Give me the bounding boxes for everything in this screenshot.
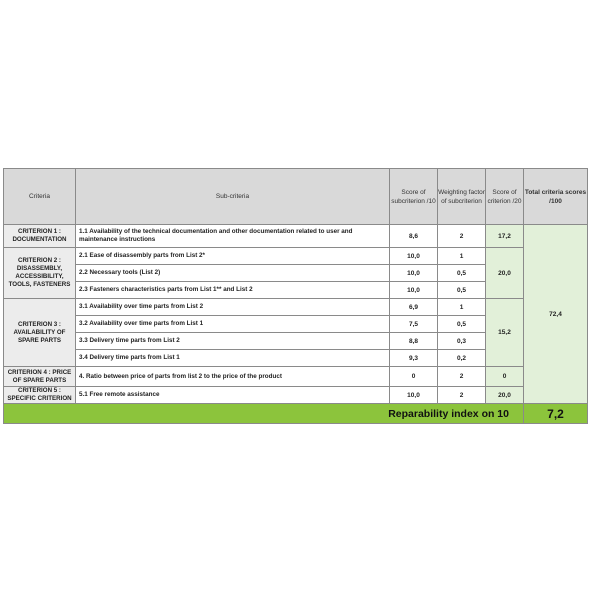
table-row — [4, 367, 588, 387]
header-criteria: Criteria — [4, 169, 76, 225]
index-row — [4, 404, 588, 424]
sub-5-1-label: 5.1 Free remote assistance — [76, 387, 390, 404]
sub-1-1-score: 8,6 — [390, 225, 438, 248]
sub-2-1-label: 2.1 Ease of disassembly parts from List 2* — [76, 248, 390, 265]
sub-2-2-score: 10,0 — [390, 265, 438, 282]
criterion-5-score: 20,0 — [486, 387, 524, 404]
header-row — [4, 169, 588, 225]
sub-3-4-score: 9,3 — [390, 350, 438, 367]
index-label: Reparability index on 10 — [4, 404, 524, 424]
total-score: 72,4 — [524, 225, 588, 404]
sub-3-3-score: 8,8 — [390, 333, 438, 350]
criterion-3-name: CRITERION 3 : AVAILABILITY OF SPARE PARTS — [4, 299, 76, 367]
sub-3-2-score: 7,5 — [390, 316, 438, 333]
table-row — [4, 248, 588, 265]
criterion-3-score: 15,2 — [486, 299, 524, 367]
sub-5-1-score: 10,0 — [390, 387, 438, 404]
sub-4-score: 0 — [390, 367, 438, 387]
header-sub-criteria: Sub-criteria — [76, 169, 390, 225]
criterion-4-score: 0 — [486, 367, 524, 387]
header-score-sub: Score of subcriterion /10 — [390, 169, 438, 225]
header-total: Total criteria scores /100 — [524, 169, 588, 225]
sub-3-1-weight: 1 — [438, 299, 486, 316]
sub-3-2-weight: 0,5 — [438, 316, 486, 333]
sub-2-2-label: 2.2 Necessary tools (List 2) — [76, 265, 390, 282]
sub-3-4-weight: 0,2 — [438, 350, 486, 367]
sub-3-1-label: 3.1 Availability over time parts from List 2 — [76, 299, 390, 316]
criterion-5-name: CRITERION 5 : SPECIFIC CRITERION — [4, 387, 76, 404]
sub-1-1-label: 1.1 Availability of the technical documentation and other documentation related to user and maintenance instructions — [76, 225, 390, 248]
criterion-4-name: CRITERION 4 : PRICE OF SPARE PARTS — [4, 367, 76, 387]
reparability-table — [3, 168, 588, 424]
table-row — [4, 225, 588, 248]
sub-2-1-weight: 1 — [438, 248, 486, 265]
criterion-1-name: CRITERION 1 : DOCUMENTATION — [4, 225, 76, 248]
sub-2-1-score: 10,0 — [390, 248, 438, 265]
sub-3-3-label: 3.3 Delivery time parts from List 2 — [76, 333, 390, 350]
table-row — [4, 299, 588, 316]
header-weight: Weighting factor of subcriterion — [438, 169, 486, 225]
index-value: 7,2 — [524, 404, 588, 424]
criterion-1-score: 17,2 — [486, 225, 524, 248]
sub-5-1-weight: 2 — [438, 387, 486, 404]
sub-4-weight: 2 — [438, 367, 486, 387]
sub-3-1-score: 6,9 — [390, 299, 438, 316]
sub-3-4-label: 3.4 Delivery time parts from List 1 — [76, 350, 390, 367]
sub-2-3-weight: 0,5 — [438, 282, 486, 299]
sub-1-1-weight: 2 — [438, 225, 486, 248]
table-row — [4, 387, 588, 404]
criterion-2-score: 20,0 — [486, 248, 524, 299]
sub-3-3-weight: 0,3 — [438, 333, 486, 350]
sub-4-label: 4. Ratio between price of parts from list 2 to the price of the product — [76, 367, 390, 387]
sub-2-2-weight: 0,5 — [438, 265, 486, 282]
header-score-criterion: Score of criterion /20 — [486, 169, 524, 225]
sub-2-3-label: 2.3 Fasteners characteristics parts from List 1** and List 2 — [76, 282, 390, 299]
sub-3-2-label: 3.2 Availability over time parts from List 1 — [76, 316, 390, 333]
criterion-2-name: CRITERION 2 : DISASSEMBLY, ACCESSIBILITY, TOOLS, FASTENERS — [4, 248, 76, 299]
sub-2-3-score: 10,0 — [390, 282, 438, 299]
